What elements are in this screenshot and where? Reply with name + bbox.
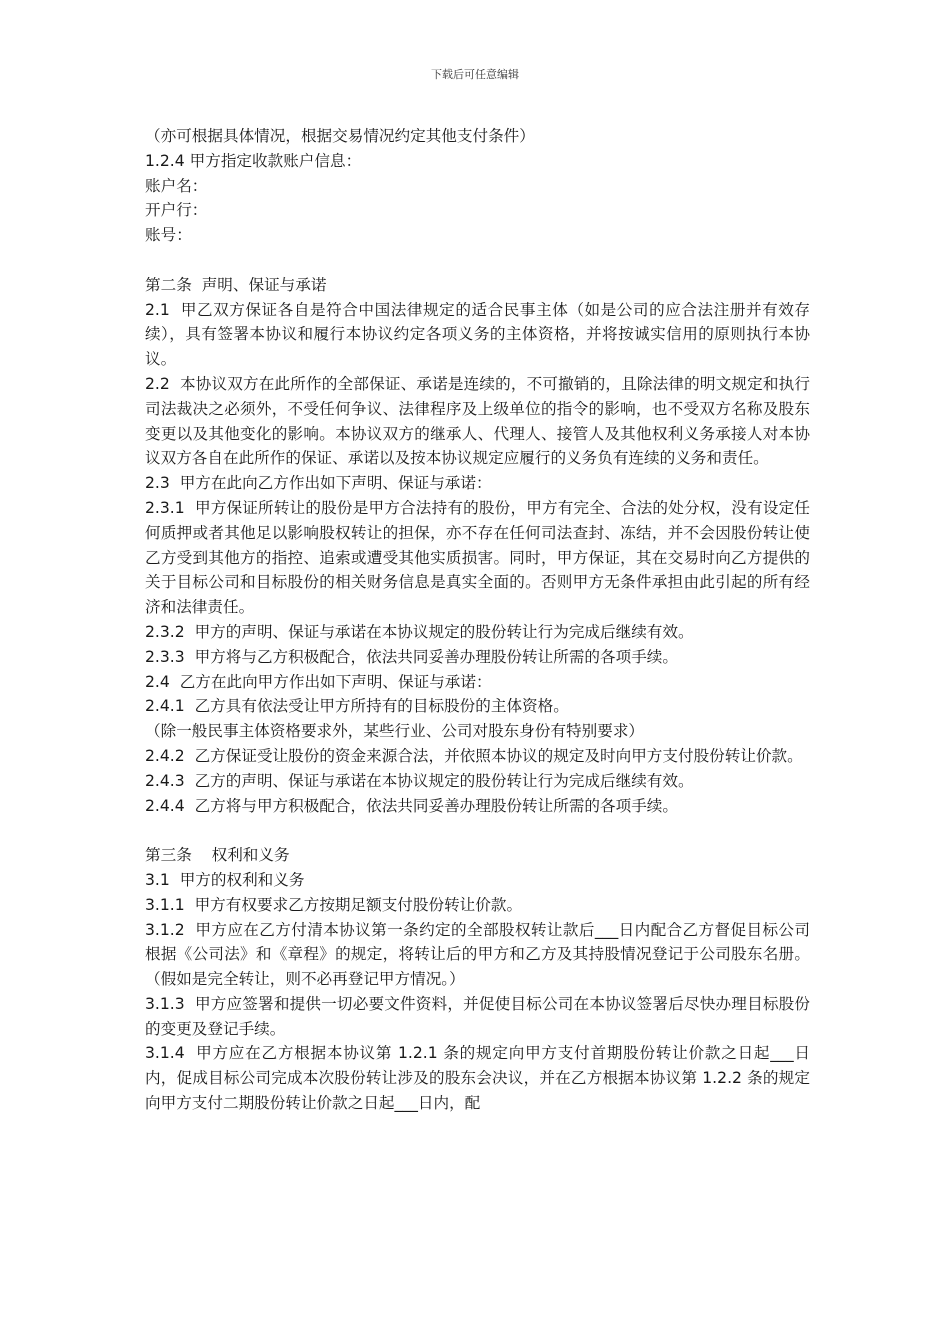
paragraph: 第三条 权利和义务 xyxy=(145,846,290,865)
paragraph: 3.1.1 甲方有权要求乙方按期足额支付股份转让价款。 xyxy=(145,895,523,914)
paragraph: 2.2 本协议双方在此所作的全部保证、承诺是连续的，不可撤销的，且除法律的明文规定和执行司法裁决之必须外，不受任何争议、法律程序及上级单位的指令的影响，也不受双方名称及股东变更以及其他变化的影响。本协议双方的继承人、代理人、接管人及其他权利义务承接人对本协议双方各自在此所作的保证、承诺以及按本协议规定应履行的义务负有连续的义务和责任。 xyxy=(145,374,810,468)
paragraph: 2.3.2 甲方的声明、保证与承诺在本协议规定的股份转让行为完成后继续有效。 xyxy=(145,622,694,641)
paragraph: 3.1.2 甲方应在乙方付清本协议第一条约定的全部股权转让款后___日内配合乙方督促目标公司根据《公司法》和《章程》的规定，将转让后的甲方和乙方及其持股情况登记于公司股东名册。（假如是完全转让，则不必再登记甲方情况。） xyxy=(145,920,810,989)
paragraph: 3.1.4 甲方应在乙方根据本协议第 1.2.1 条的规定向甲方支付首期股份转让价款之日起___日内，促成目标公司完成本次股份转让涉及的股东会决议，并在乙方根据本协议第 1.2.2 条的规定向甲方支付二期股份转让价款之日起___日内，配 xyxy=(145,1044,810,1113)
paragraph: 2.3 甲方在此向乙方作出如下声明、保证与承诺： xyxy=(145,474,492,493)
paragraph: 2.4.2 乙方保证受让股份的资金来源合法，并依照本协议的规定及时向甲方支付股份转让价款。 xyxy=(145,746,803,765)
paragraph: （除一般民事主体资格要求外，某些行业、公司对股东身份有特别要求） xyxy=(145,722,645,741)
paragraph: 2.1 甲乙双方保证各自是符合中国法律规定的适合民事主体（如是公司的应合法注册并有效存续），具有签署本协议和履行本协议约定各项义务的主体资格，并将按诚实信用的原则执行本协议。 xyxy=(145,300,810,369)
blank-line xyxy=(145,248,810,273)
paragraph: （亦可根据具体情况，根据交易情况约定其他支付条件） xyxy=(145,127,535,145)
paragraph: 3.1 甲方的权利和义务 xyxy=(145,870,305,889)
paragraph: 3.1.3 甲方应签署和提供一切必要文件资料，并促使目标公司在本协议签署后尽快办理目标股份的变更及登记手续。 xyxy=(145,994,810,1038)
paragraph: 第二条 声明、保证与承诺 xyxy=(145,275,327,294)
paragraph: 账户名： xyxy=(145,176,208,195)
paragraph: 2.4.1 乙方具有依法受让甲方所持有的目标股份的主体资格。 xyxy=(145,697,569,716)
paragraph: 1.2.4 甲方指定收款账户信息： xyxy=(145,151,362,170)
page-header: 下载后可任意编辑 xyxy=(431,68,519,81)
paragraph: 账号： xyxy=(145,226,192,245)
blank-line xyxy=(145,818,810,843)
paragraph: 2.4.4 乙方将与甲方积极配合，依法共同妥善办理股份转让所需的各项手续。 xyxy=(145,796,678,815)
paragraph: 2.4 乙方在此向甲方作出如下声明、保证与承诺： xyxy=(145,672,492,691)
paragraph: 2.4.3 乙方的声明、保证与承诺在本协议规定的股份转让行为完成后继续有效。 xyxy=(145,771,694,790)
paragraph: 2.3.1 甲方保证所转让的股份是甲方合法持有的股份，甲方有完全、合法的处分权，没有设定任何质押或者其他足以影响股权转让的担保，亦不存在任何司法查封、冻结，并不会因股份转让使乙方受到其他方的指控、追索或遭受其他实质损害。同时，甲方保证，其在交易时向乙方提供的关于目标公司和目标股份的相关财务信息是真实全面的。否则甲方无条件承担由此引起的所有经济和法律责任。 xyxy=(145,498,810,617)
paragraph: 开户行： xyxy=(145,201,208,220)
paragraph: 2.3.3 甲方将与乙方积极配合，依法共同妥善办理股份转让所需的各项手续。 xyxy=(145,647,678,666)
document-body xyxy=(145,124,810,1116)
